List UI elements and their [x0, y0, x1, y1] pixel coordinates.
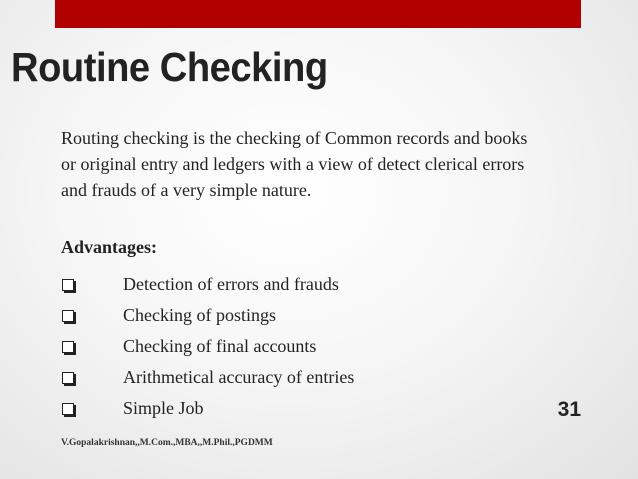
list-item-label: Simple Job	[123, 398, 204, 418]
list-item-label: Arithmetical accuracy of entries	[123, 367, 355, 387]
list-item	[61, 362, 355, 393]
list-item-label: Checking of postings	[123, 305, 276, 325]
slide-title: Routine Checking	[11, 44, 328, 90]
advantages-heading: Advantages:	[61, 237, 158, 257]
accent-bar	[55, 0, 581, 28]
footer-author: V.Gopalakrishnan,,M.Com.,MBA,,M.Phil.,PGDMM	[61, 438, 273, 448]
list-item	[61, 331, 317, 362]
advantages-list	[61, 269, 355, 424]
list-item-label: Detection of errors and frauds	[123, 274, 339, 294]
list-item	[61, 269, 339, 300]
checkbox-bullet-icon	[62, 372, 74, 384]
list-item	[61, 393, 204, 424]
body-paragraph: Routing checking is the checking of Common records and books or original entry and ledgers with a view of detect clerical errors and frauds of a very simple nature.	[61, 128, 528, 200]
checkbox-bullet-icon	[62, 310, 74, 322]
list-item-label: Checking of final accounts	[123, 336, 317, 356]
checkbox-bullet-icon	[62, 403, 74, 415]
list-item	[61, 300, 276, 331]
checkbox-bullet-icon	[62, 341, 74, 353]
checkbox-bullet-icon	[62, 279, 74, 291]
slide-number: 31	[557, 398, 581, 421]
